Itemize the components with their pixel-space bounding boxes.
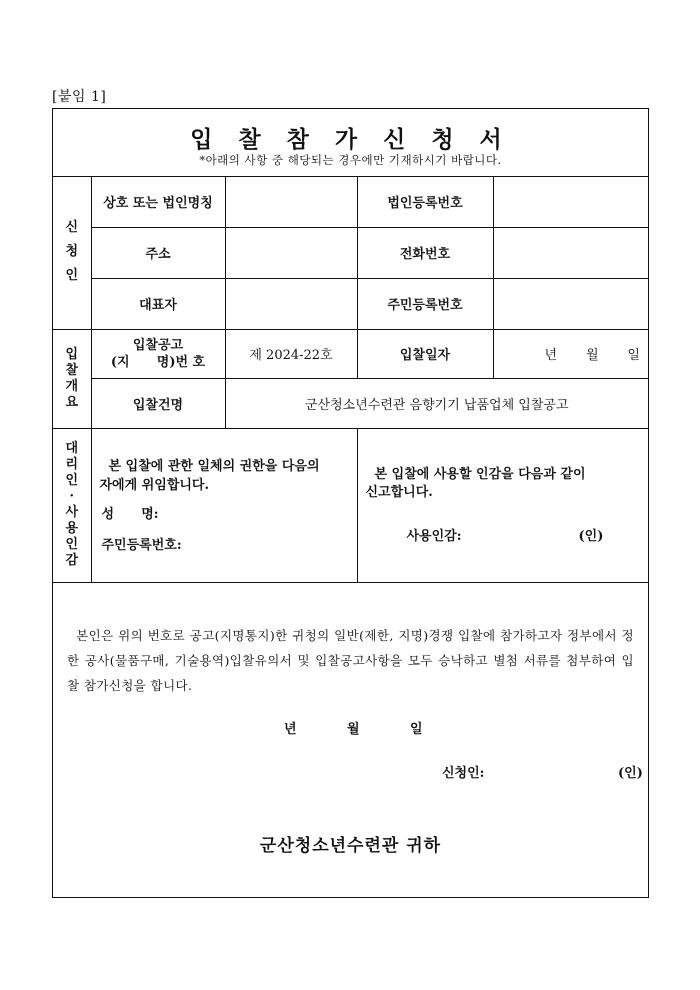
signer-label: 신청인: <box>442 766 485 781</box>
phone-number-field[interactable] <box>493 227 648 278</box>
seal-text-line1: 본 입찰에 사용할 인감을 다음과 같이 <box>365 466 586 482</box>
company-name-field[interactable] <box>225 176 357 227</box>
address-field[interactable] <box>225 227 357 278</box>
bid-name-label: 입찰건명 <box>91 378 225 428</box>
applicant-section-label: 신 청 인 <box>53 176 91 329</box>
delegation-text-line1: 본 입찰에 관한 일체의 권한을 다음의 <box>99 458 320 474</box>
representative-field[interactable] <box>225 278 357 329</box>
phone-number-label: 전화번호 <box>357 227 493 278</box>
overview-section-label: 입 찰 개 요 <box>53 329 91 428</box>
delegation-text-line2: 자에게 위임합니다. <box>99 477 210 493</box>
declaration-section <box>53 579 648 897</box>
agent-name-label: 성 명: <box>101 506 159 522</box>
addressee: 군산청소년수련관 귀하 <box>259 836 442 856</box>
seal-label: 사용인감: <box>406 528 462 544</box>
corp-reg-number-field[interactable] <box>493 176 648 227</box>
corp-reg-number-label: 법인등록번호 <box>357 176 493 227</box>
resident-reg-number-field[interactable] <box>493 278 648 329</box>
bid-name-value: 군산청소년수련관 음향기기 납품업체 입찰공고 <box>225 378 648 428</box>
delegation-box <box>91 428 357 582</box>
attachment-label: [붙임 1] <box>52 89 107 105</box>
seal-registration-box <box>357 428 648 582</box>
form-title: 입 찰 참 가 신 청 서 <box>190 126 511 153</box>
application-form <box>52 108 649 898</box>
form-subtitle: *아래의 사항 중 해당되는 경우에만 기재하시기 바랍니다. <box>199 153 502 167</box>
company-name-label: 상호 또는 법인명칭 <box>91 176 225 227</box>
seal-text-line2: 신고합니다. <box>365 484 433 500</box>
address-label: 주소 <box>91 227 225 278</box>
resident-reg-number-label: 주민등록번호 <box>357 278 493 329</box>
date-day-label: 일 <box>410 722 423 737</box>
agent-section-label: 대 리 인 · 사 용 인 감 <box>53 428 91 582</box>
bid-date-field[interactable]: 년 월 일 <box>493 329 648 378</box>
representative-label: 대표자 <box>91 278 225 329</box>
signer-seal-mark: (인) <box>618 766 643 781</box>
declaration-paragraph: 본인은 위의 번호로 공고(지명통지)한 귀청의 일반(제한, 지명)경쟁 입찰에 참가하고자 정부에서 정한 공사(물품구매, 기술용역)입찰유의서 및 입찰공고사항을 모두 승낙하고 별첨 서류를 첨부하여 입찰 참가신청을 합니다. <box>67 628 634 693</box>
seal-mark: (인) <box>578 528 604 544</box>
notice-number-value: 제 2024-22호 <box>225 329 357 378</box>
bid-date-label: 입찰일자 <box>357 329 493 378</box>
form-header <box>53 109 648 177</box>
date-month-label: 월 <box>347 722 360 737</box>
notice-number-label: 입찰공고 (지 명)번 호 <box>91 329 225 378</box>
agent-resident-reg-label: 주민등록번호: <box>101 537 182 553</box>
form-table <box>53 176 648 583</box>
date-year-label: 년 <box>284 722 297 737</box>
